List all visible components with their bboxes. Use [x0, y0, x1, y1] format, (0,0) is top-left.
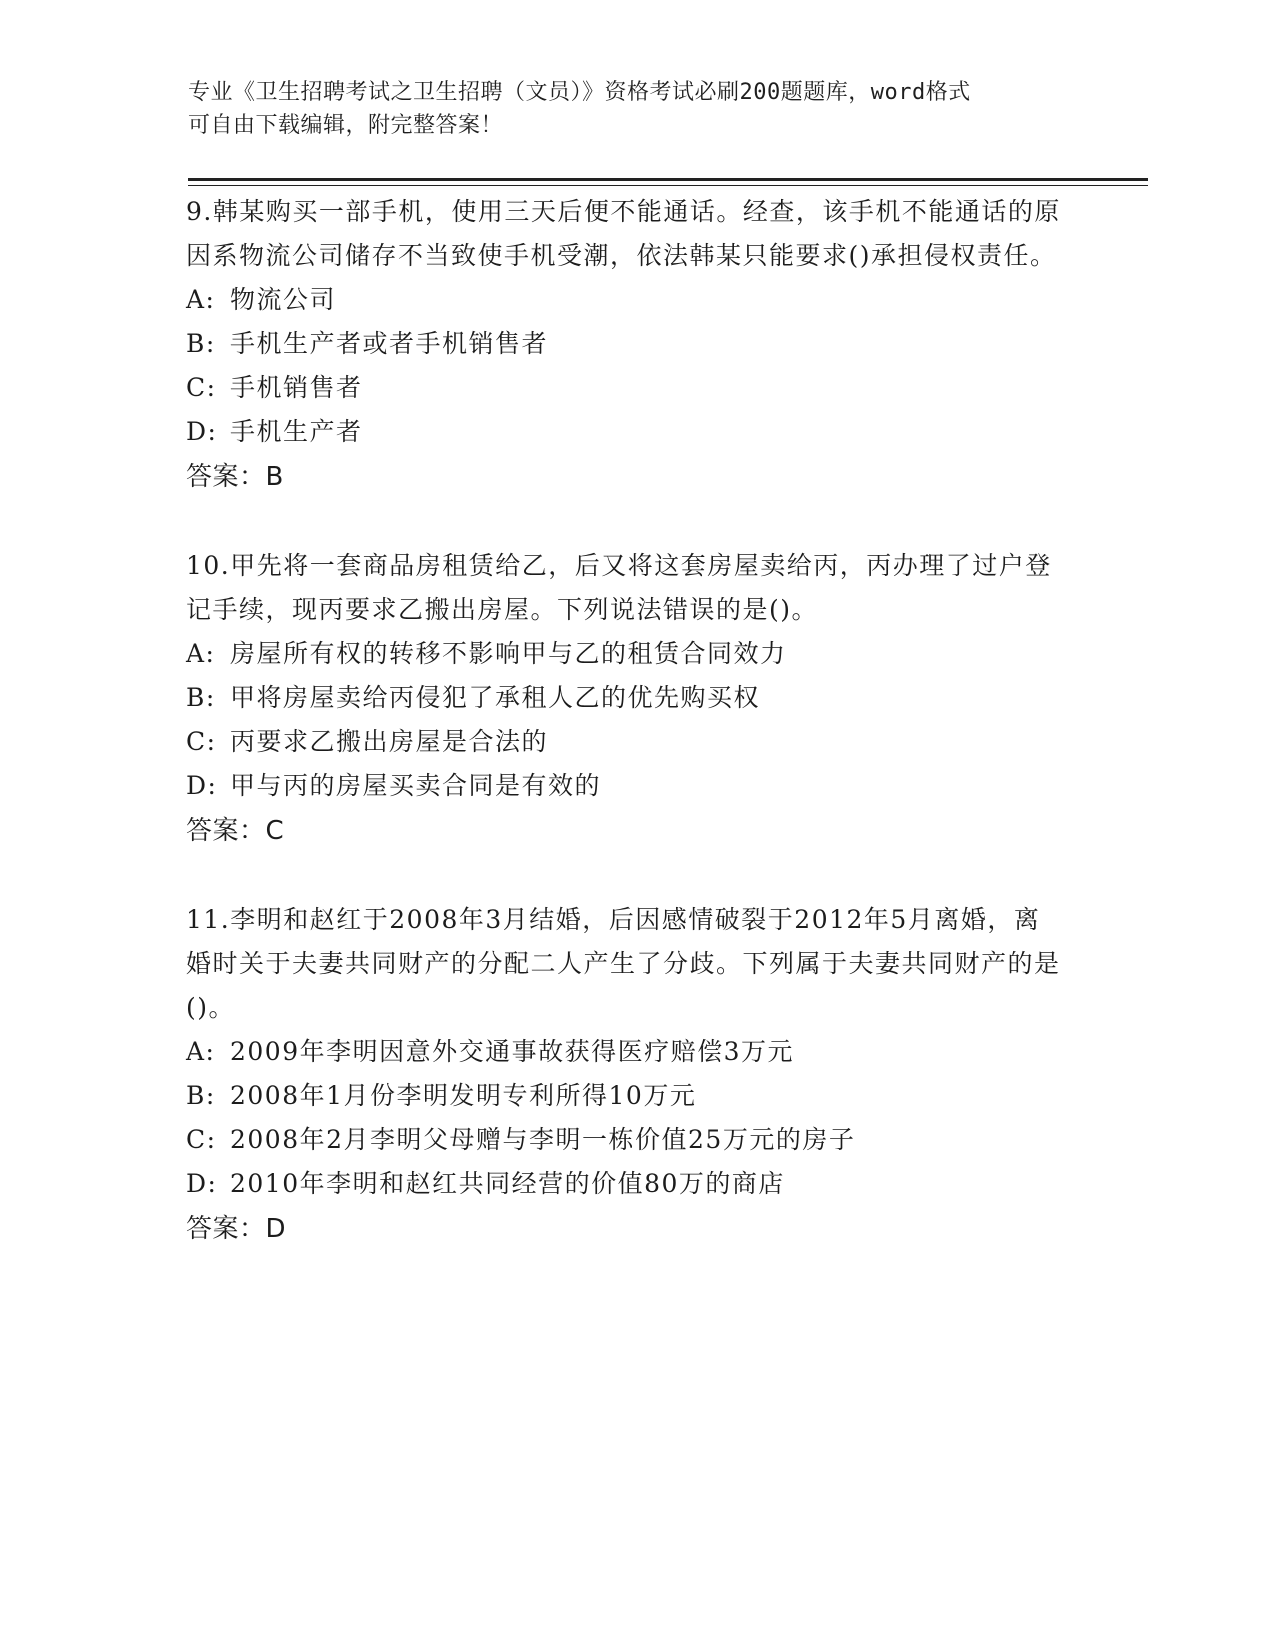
option-letter: C: — [186, 1125, 217, 1154]
option-b — [186, 322, 1066, 366]
option-letter: C: — [186, 727, 217, 756]
header-line-2: 可自由下载编辑，附完整答案！ — [188, 113, 504, 138]
option-c — [186, 720, 1066, 764]
option-text: 2009年李明因意外交通事故获得医疗赔偿3万元 — [230, 1037, 795, 1066]
option-letter: B: — [186, 329, 216, 358]
option-a — [186, 632, 1066, 676]
option-letter: D: — [186, 771, 218, 800]
option-text: 甲将房屋卖给丙侵犯了承租人乙的优先购买权 — [230, 683, 761, 712]
option-d — [186, 1162, 1066, 1206]
option-text: 丙要求乙搬出房屋是合法的 — [230, 727, 549, 756]
answer-label: 答案：B — [186, 462, 284, 492]
option-a — [186, 278, 1066, 322]
answer-label: 答案：D — [186, 1214, 287, 1244]
answer-label: 答案：C — [186, 816, 285, 846]
option-letter: B: — [186, 1081, 216, 1110]
option-text: 手机销售者 — [230, 373, 363, 402]
question-stem: 11.李明和赵红于2008年3月结婚，后因感情破裂于2012年5月离婚，离婚时关于夫妻共同财产的分配二人产生了分歧。下列属于夫妻共同财产的是()。 — [186, 905, 1061, 1022]
option-a — [186, 1030, 1066, 1074]
question-stem: 10.甲先将一套商品房租赁给乙，后又将这套房屋卖给丙，丙办理了过户登记手续，现丙要求乙搬出房屋。下列说法错误的是()。 — [186, 551, 1052, 624]
option-letter: C: — [186, 373, 217, 402]
option-text: 房屋所有权的转移不影响甲与乙的租赁合同效力 — [230, 639, 787, 668]
document-header — [188, 76, 1068, 142]
question-11 — [186, 898, 1066, 1252]
question-spacer — [186, 500, 1066, 544]
question-list — [186, 190, 1066, 1252]
option-b — [186, 1074, 1066, 1118]
question-9 — [186, 190, 1066, 500]
question-stem: 9.韩某购买一部手机，使用三天后便不能通话。经查，该手机不能通话的原因系物流公司储存不当致使手机受潮，依法韩某只能要求()承担侵权责任。 — [186, 197, 1061, 270]
option-text: 2008年2月李明父母赠与李明一栋价值25万元的房子 — [230, 1125, 856, 1154]
option-letter: A: — [186, 285, 216, 314]
option-text: 2008年1月份李明发明专利所得10万元 — [230, 1081, 697, 1110]
header-divider-thin — [188, 185, 1148, 186]
option-letter: D: — [186, 417, 218, 446]
option-text: 2010年李明和赵红共同经营的价值80万的商店 — [230, 1169, 785, 1198]
option-letter: A: — [186, 1037, 216, 1066]
option-letter: A: — [186, 639, 216, 668]
option-text: 手机生产者或者手机销售者 — [230, 329, 549, 358]
option-text: 手机生产者 — [230, 417, 363, 446]
option-c — [186, 1118, 1066, 1162]
option-d — [186, 764, 1066, 808]
option-letter: D: — [186, 1169, 218, 1198]
option-letter: B: — [186, 683, 216, 712]
question-10 — [186, 544, 1066, 854]
option-d — [186, 410, 1066, 454]
option-text: 物流公司 — [230, 285, 337, 314]
option-c — [186, 366, 1066, 410]
option-b — [186, 676, 1066, 720]
option-text: 甲与丙的房屋买卖合同是有效的 — [230, 771, 602, 800]
header-line-1: 专业《卫生招聘考试之卫生招聘（文员）》资格考试必刷200题题库，word格式 — [188, 80, 971, 105]
question-spacer — [186, 854, 1066, 898]
header-divider-thick — [188, 178, 1148, 181]
